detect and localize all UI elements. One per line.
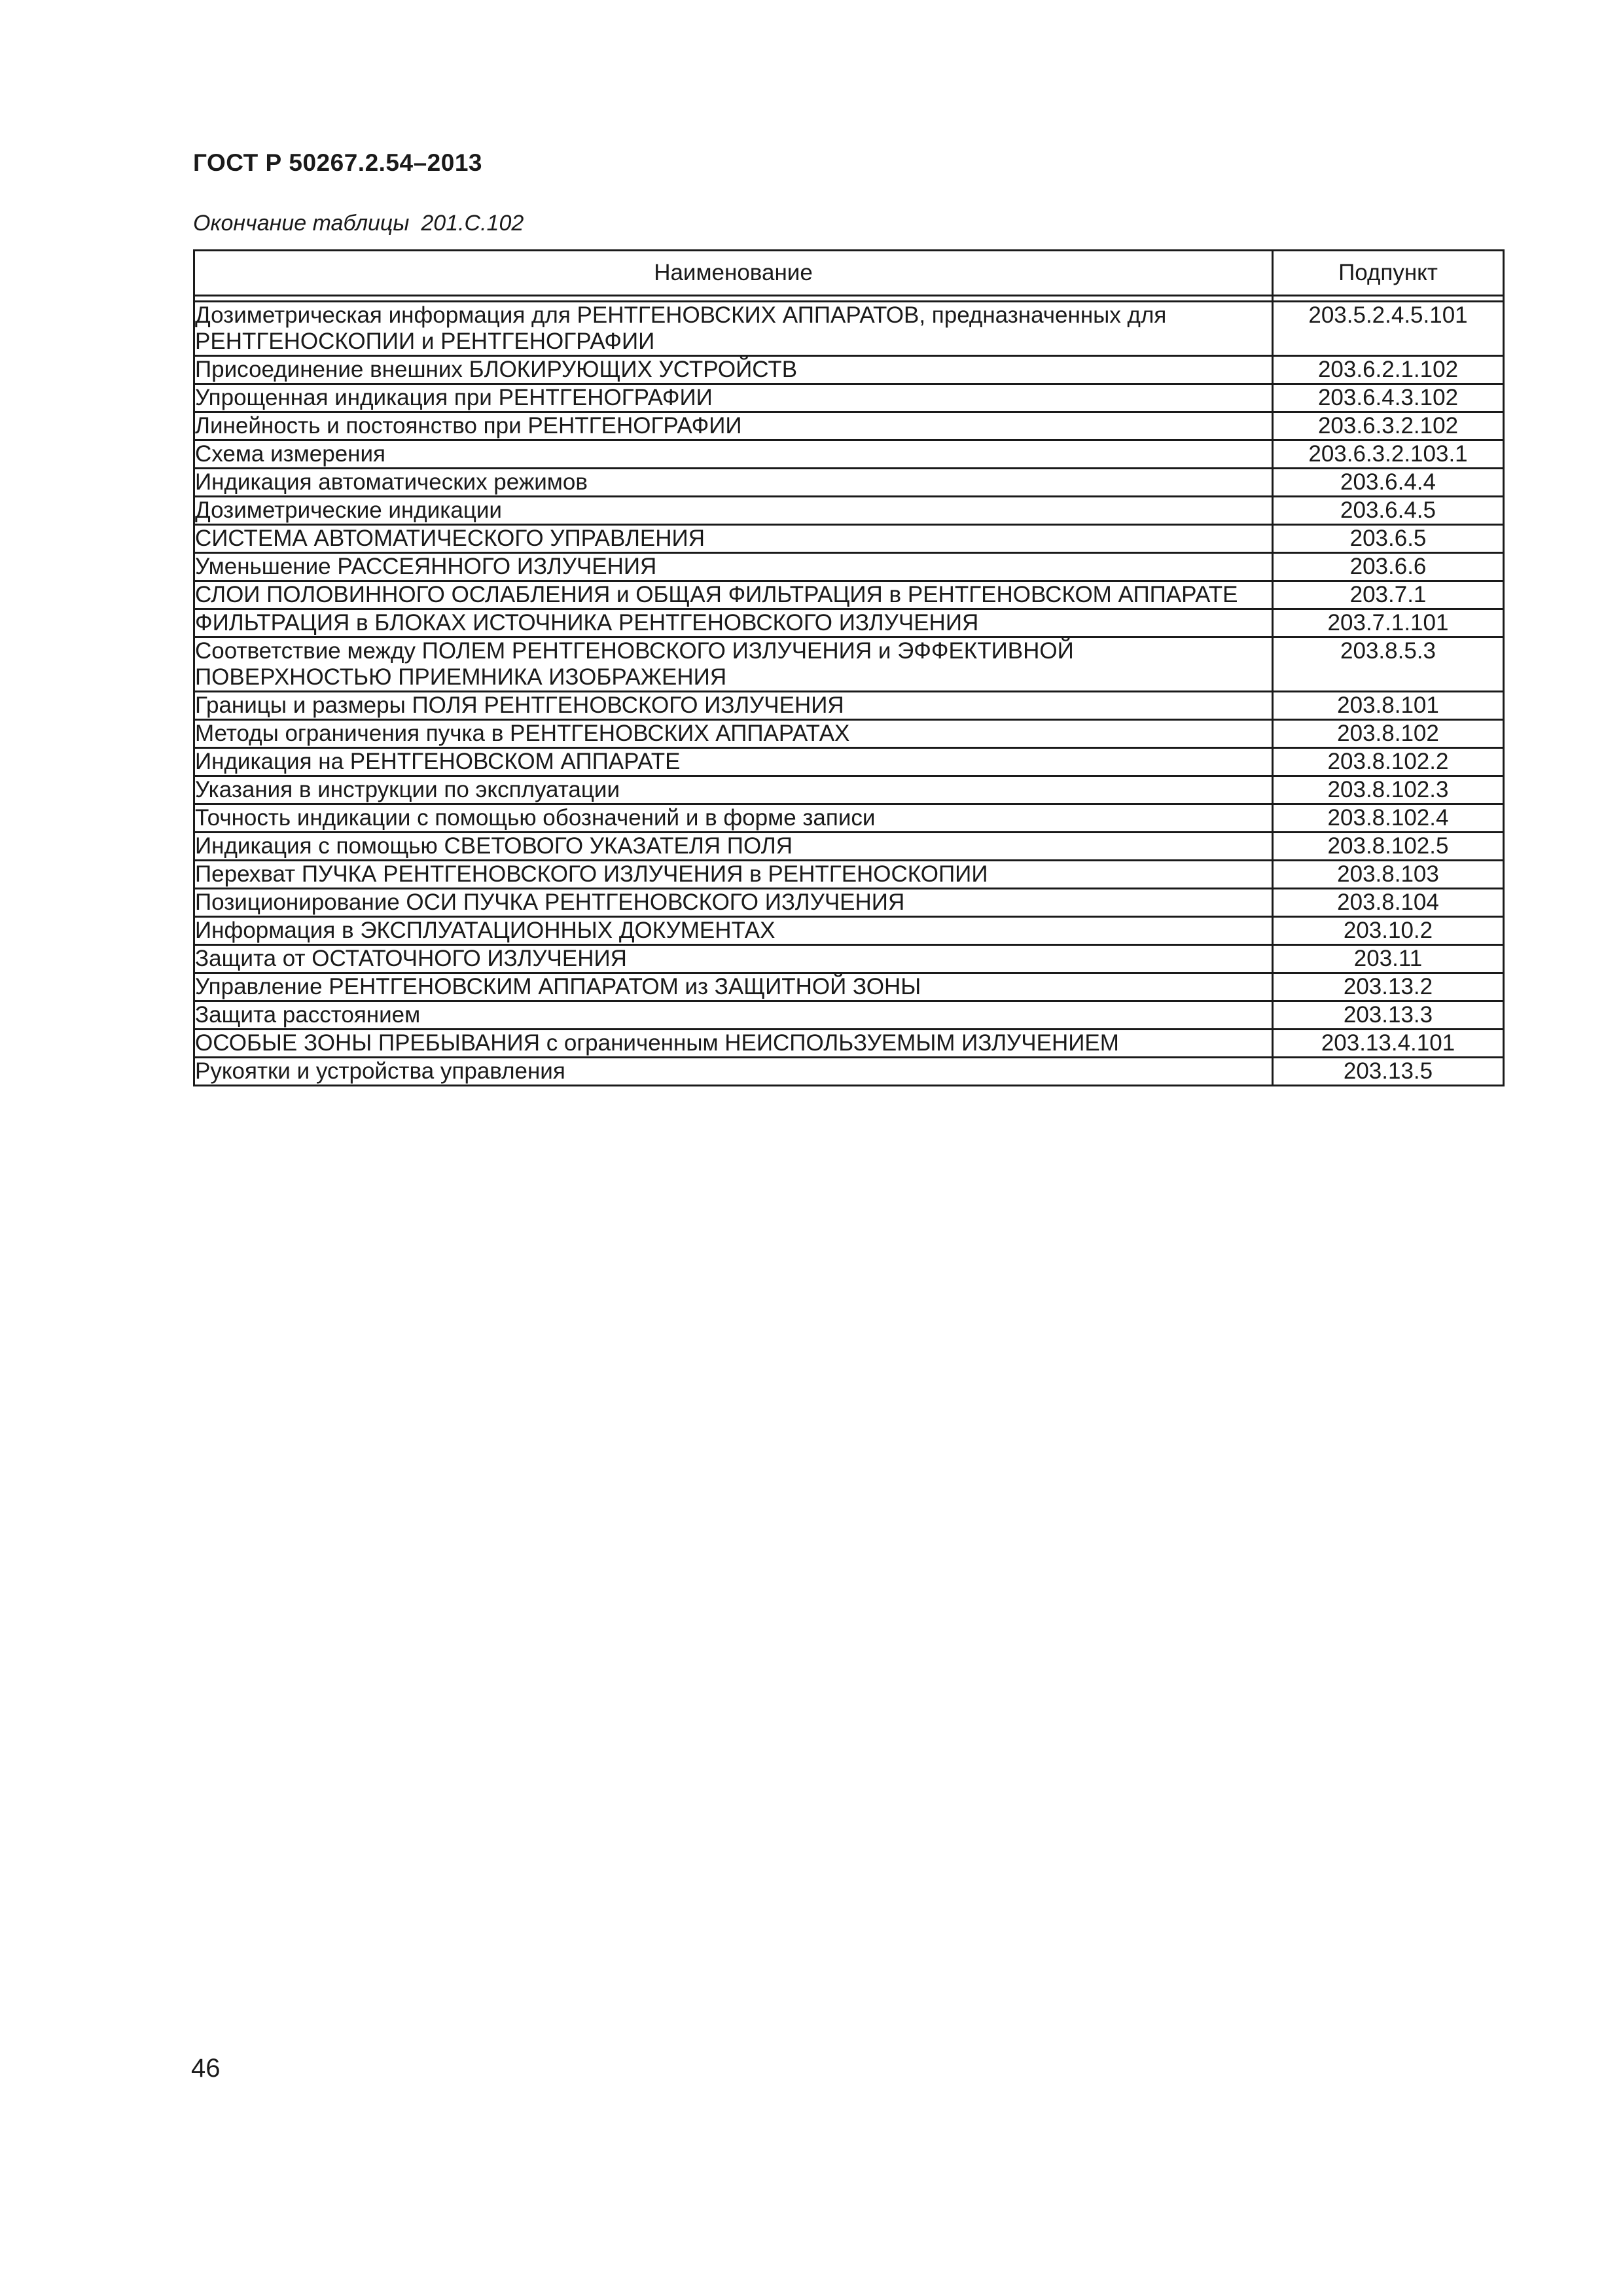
row-name-cell: СИСТЕМА АВТОМАТИЧЕСКОГО УПРАВЛЕНИЯ <box>194 525 1273 553</box>
row-subclause-cell: 203.6.3.2.102 <box>1273 412 1504 440</box>
row-subclause-cell: 203.13.3 <box>1273 1001 1504 1030</box>
row-name-cell: ФИЛЬТРАЦИЯ в БЛОКАХ ИСТОЧНИКА РЕНТГЕНОВСКОГО ИЗЛУЧЕНИЯ <box>194 609 1273 637</box>
row-subclause-cell: 203.8.101 <box>1273 692 1504 720</box>
row-subclause-cell: 203.10.2 <box>1273 917 1504 945</box>
row-name-cell: Соответствие между ПОЛЕМ РЕНТГЕНОВСКОГО ИЗЛУЧЕНИЯ и ЭФФЕКТИВНОЙ ПОВЕРХНОСТЬЮ ПРИЕМНИКА ИЗОБРАЖЕНИЯ <box>194 637 1273 692</box>
column-header-name: Наименование <box>194 251 1273 296</box>
table-body <box>194 302 1504 1086</box>
table-row <box>194 973 1504 1001</box>
row-name-cell: Уменьшение РАССЕЯННОГО ИЗЛУЧЕНИЯ <box>194 553 1273 581</box>
table-row <box>194 720 1504 748</box>
table-row <box>194 833 1504 861</box>
table-row <box>194 945 1504 973</box>
table-row <box>194 469 1504 497</box>
row-name-cell: ОСОБЫЕ ЗОНЫ ПРЕБЫВАНИЯ с ограниченным НЕИСПОЛЬЗУЕМЫМ ИЗЛУЧЕНИЕМ <box>194 1030 1273 1058</box>
row-subclause-cell: 203.5.2.4.5.101 <box>1273 302 1504 356</box>
table-caption <box>193 211 524 236</box>
row-name-cell: Точность индикации с помощью обозначений и в форме записи <box>194 804 1273 833</box>
row-name-cell: Защита расстоянием <box>194 1001 1273 1030</box>
table-row <box>194 889 1504 917</box>
table-caption-prefix: Окончание таблицы <box>193 211 410 236</box>
table-row <box>194 1001 1504 1030</box>
row-name-cell: Управление РЕНТГЕНОВСКИМ АППАРАТОМ из ЗАЩИТНОЙ ЗОНЫ <box>194 973 1273 1001</box>
row-subclause-cell: 203.6.4.3.102 <box>1273 384 1504 412</box>
page-number: 46 <box>191 2054 221 2083</box>
row-subclause-cell: 203.7.1 <box>1273 581 1504 609</box>
table-row <box>194 1030 1504 1058</box>
reference-table <box>193 249 1505 1086</box>
row-subclause-cell: 203.7.1.101 <box>1273 609 1504 637</box>
row-subclause-cell: 203.11 <box>1273 945 1504 973</box>
row-name-cell: Индикация с помощью СВЕТОВОГО УКАЗАТЕЛЯ ПОЛЯ <box>194 833 1273 861</box>
table-row <box>194 412 1504 440</box>
row-subclause-cell: 203.6.2.1.102 <box>1273 356 1504 384</box>
table-row <box>194 917 1504 945</box>
row-name-cell: Схема измерения <box>194 440 1273 469</box>
table-caption-number: 201.С.102 <box>421 211 524 236</box>
row-subclause-cell: 203.6.4.4 <box>1273 469 1504 497</box>
table-row <box>194 553 1504 581</box>
table-row <box>194 861 1504 889</box>
column-header-subclause: Подпункт <box>1273 251 1504 296</box>
row-name-cell: Дозиметрические индикации <box>194 497 1273 525</box>
header-separator-cell <box>194 296 1273 302</box>
row-name-cell: Позиционирование ОСИ ПУЧКА РЕНТГЕНОВСКОГО ИЗЛУЧЕНИЯ <box>194 889 1273 917</box>
row-subclause-cell: 203.6.3.2.103.1 <box>1273 440 1504 469</box>
table-row <box>194 692 1504 720</box>
table-row <box>194 637 1504 692</box>
row-name-cell: Защита от ОСТАТОЧНОГО ИЗЛУЧЕНИЯ <box>194 945 1273 973</box>
row-name-cell: Индикация на РЕНТГЕНОВСКОМ АППАРАТЕ <box>194 748 1273 776</box>
header-separator-cell <box>1273 296 1504 302</box>
row-name-cell: Упрощенная индикация при РЕНТГЕНОГРАФИИ <box>194 384 1273 412</box>
table-row <box>194 776 1504 804</box>
row-name-cell: Дозиметрическая информация для РЕНТГЕНОВСКИХ АППАРАТОВ, предназначенных для РЕНТГЕНОСКОПИИ и РЕНТГЕНОГРАФИИ <box>194 302 1273 356</box>
row-name-cell: Рукоятки и устройства управления <box>194 1058 1273 1086</box>
row-subclause-cell: 203.6.6 <box>1273 553 1504 581</box>
row-subclause-cell: 203.8.102.2 <box>1273 748 1504 776</box>
table-row <box>194 804 1504 833</box>
row-name-cell: Границы и размеры ПОЛЯ РЕНТГЕНОВСКОГО ИЗЛУЧЕНИЯ <box>194 692 1273 720</box>
row-name-cell: Указания в инструкции по эксплуатации <box>194 776 1273 804</box>
row-name-cell: Индикация автоматических режимов <box>194 469 1273 497</box>
row-subclause-cell: 203.8.102.3 <box>1273 776 1504 804</box>
row-name-cell: Присоединение внешних БЛОКИРУЮЩИХ УСТРОЙСТВ <box>194 356 1273 384</box>
table-row <box>194 748 1504 776</box>
row-subclause-cell: 203.8.102.5 <box>1273 833 1504 861</box>
table-row <box>194 581 1504 609</box>
row-subclause-cell: 203.13.4.101 <box>1273 1030 1504 1058</box>
row-subclause-cell: 203.6.4.5 <box>1273 497 1504 525</box>
row-name-cell: СЛОИ ПОЛОВИННОГО ОСЛАБЛЕНИЯ и ОБЩАЯ ФИЛЬТРАЦИЯ в РЕНТГЕНОВСКОМ АППАРАТЕ <box>194 581 1273 609</box>
row-subclause-cell: 203.13.2 <box>1273 973 1504 1001</box>
table-row <box>194 609 1504 637</box>
row-subclause-cell: 203.6.5 <box>1273 525 1504 553</box>
row-subclause-cell: 203.8.102 <box>1273 720 1504 748</box>
row-subclause-cell: 203.8.104 <box>1273 889 1504 917</box>
table-row <box>194 440 1504 469</box>
header-separator <box>194 296 1504 302</box>
table-header-row <box>194 251 1504 296</box>
row-name-cell: Перехват ПУЧКА РЕНТГЕНОВСКОГО ИЗЛУЧЕНИЯ в РЕНТГЕНОСКОПИИ <box>194 861 1273 889</box>
row-name-cell: Информация в ЭКСПЛУАТАЦИОННЫХ ДОКУМЕНТАХ <box>194 917 1273 945</box>
document-title: ГОСТ Р 50267.2.54–2013 <box>193 149 482 176</box>
row-name-cell: Линейность и постоянство при РЕНТГЕНОГРАФИИ <box>194 412 1273 440</box>
table-row <box>194 525 1504 553</box>
table-row <box>194 356 1504 384</box>
table-row <box>194 497 1504 525</box>
row-name-cell: Методы ограничения пучка в РЕНТГЕНОВСКИХ АППАРАТАХ <box>194 720 1273 748</box>
table-row <box>194 302 1504 356</box>
row-subclause-cell: 203.13.5 <box>1273 1058 1504 1086</box>
table-row <box>194 1058 1504 1086</box>
row-subclause-cell: 203.8.5.3 <box>1273 637 1504 692</box>
row-subclause-cell: 203.8.102.4 <box>1273 804 1504 833</box>
table-row <box>194 384 1504 412</box>
row-subclause-cell: 203.8.103 <box>1273 861 1504 889</box>
